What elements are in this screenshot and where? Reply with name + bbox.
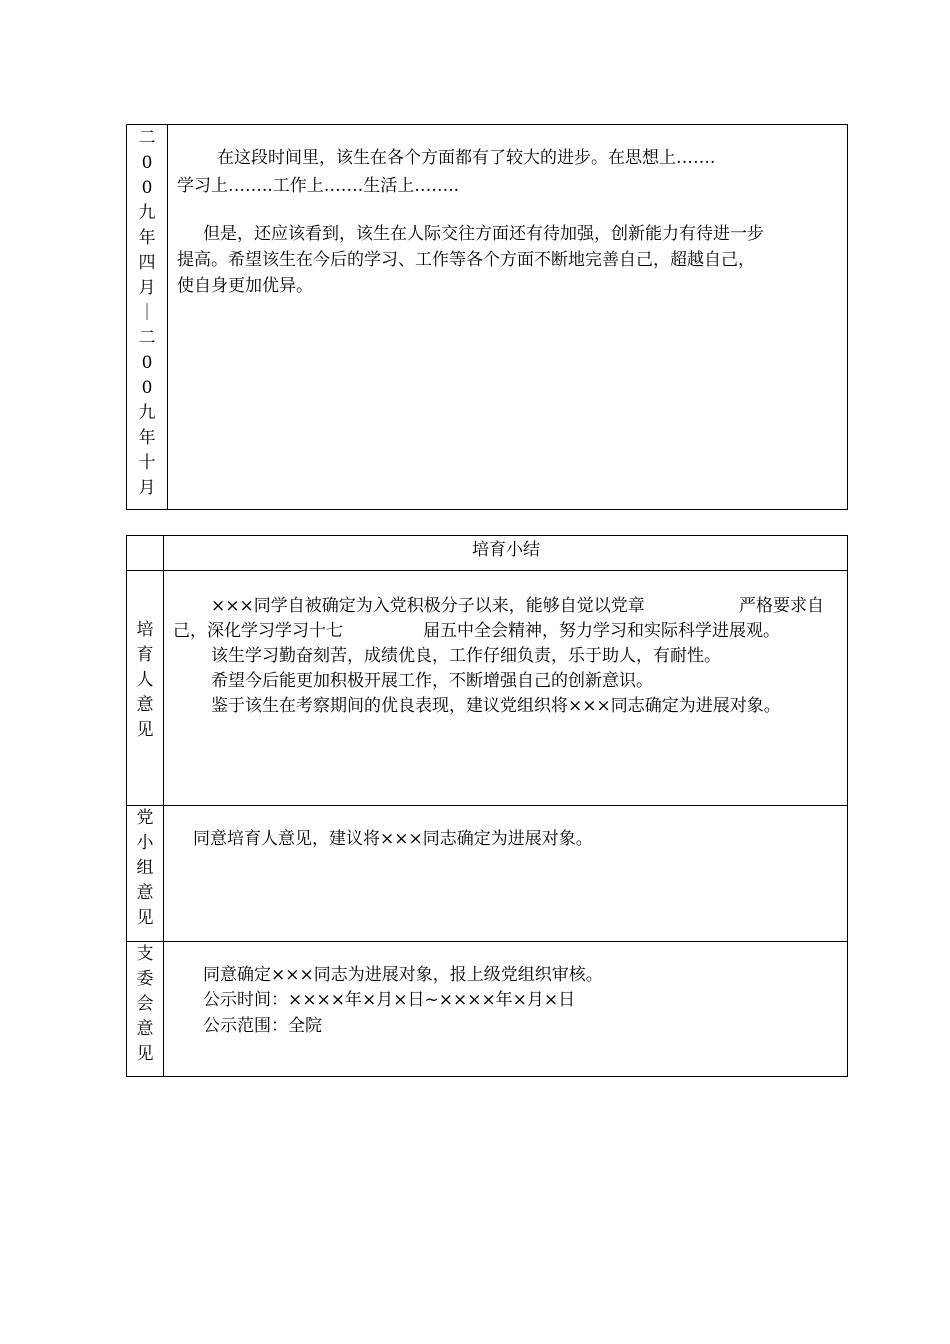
- party-group-opinion-text: 同意培育人意见，建议将×××同志确定为进展对象。: [193, 829, 593, 849]
- evaluation-line: 但是，还应该看到，该生在人际交往方面还有待加强，创新能力有待进一步: [203, 224, 764, 244]
- period-char: 年: [138, 228, 156, 248]
- label-char: 培: [136, 620, 154, 640]
- label-char: 支: [136, 944, 154, 964]
- column-divider: [167, 125, 168, 509]
- label-char: 见: [136, 908, 154, 928]
- mentor-opinion-line: 鉴于该生在考察期间的优良表现，建议党组织将×××同志确定为进展对象。: [211, 696, 781, 716]
- branch-committee-opinion-line: 同意确定×××同志为进展对象，报上级党组织审核。: [203, 965, 603, 985]
- period-char: 二: [138, 128, 156, 148]
- period-char: 九: [138, 203, 156, 223]
- mentor-opinion-line: 严格要求自: [739, 596, 824, 616]
- label-char: 育: [136, 645, 154, 665]
- label-char: 小: [136, 833, 154, 853]
- period-char: 0: [141, 153, 153, 173]
- label-char: 委: [136, 969, 154, 989]
- mentor-opinion-label: [127, 618, 163, 743]
- row-divider: [127, 941, 847, 942]
- label-char: 人: [136, 670, 154, 690]
- evaluation-line: 使自身更加优异。: [177, 276, 313, 296]
- period-char: 二: [138, 328, 156, 348]
- mentor-opinion-line: 届五中全会精神，努力学习和实际科学进展观。: [423, 621, 780, 641]
- period-char: ｜: [138, 303, 156, 323]
- mentor-opinion-line: ×××同学自被确定为入党积极分子以来，能够自觉以党章: [211, 596, 645, 616]
- label-char: 见: [136, 1044, 154, 1064]
- mentor-opinion-line: 该生学习勤奋刻苦，成绩优良，工作仔细负责，乐于助人，有耐性。: [211, 646, 721, 666]
- period-label: [127, 126, 167, 501]
- period-char: 十: [138, 453, 156, 473]
- label-char: 意: [136, 1019, 154, 1039]
- period-char: 0: [141, 353, 153, 373]
- period-char: 年: [138, 428, 156, 448]
- evaluation-line: 在这段时间里，该生在各个方面都有了较大的进步。在思想上…….: [217, 148, 716, 168]
- evaluation-line: 学习上……..工作上…….生活上……..: [177, 176, 460, 196]
- period-char: 月: [138, 478, 156, 498]
- branch-committee-opinion-line: 公示范围：全院: [203, 1016, 322, 1036]
- row-divider: [127, 570, 847, 571]
- period-char: 四: [138, 253, 156, 273]
- label-char: 组: [136, 858, 154, 878]
- period-char: 九: [138, 403, 156, 423]
- cultivation-summary-table: [126, 535, 848, 1077]
- party-group-opinion-label: [127, 806, 163, 931]
- branch-committee-opinion-label: [127, 942, 163, 1067]
- label-char: 党: [136, 808, 154, 828]
- summary-title: 培育小结: [472, 540, 540, 560]
- column-divider: [163, 536, 164, 1076]
- mentor-opinion-line: 希望今后能更加积极开展工作，不断增强自己的创新意识。: [211, 671, 653, 691]
- row-divider: [127, 805, 847, 806]
- mentor-opinion-line: 己，深化学习学习十七: [173, 621, 343, 641]
- period-char: 0: [141, 178, 153, 198]
- period-evaluation-table: [126, 124, 848, 510]
- branch-committee-opinion-line: 公示时间：××××年×月×日~××××年×月×日: [203, 990, 576, 1010]
- period-char: 0: [141, 378, 153, 398]
- label-char: 意: [136, 883, 154, 903]
- label-char: 会: [136, 994, 154, 1014]
- label-char: 见: [136, 720, 154, 740]
- period-char: 月: [138, 278, 156, 298]
- label-char: 意: [136, 695, 154, 715]
- evaluation-line: 提高。希望该生在今后的学习、工作等各个方面不断地完善自己，超越自己，: [177, 250, 755, 270]
